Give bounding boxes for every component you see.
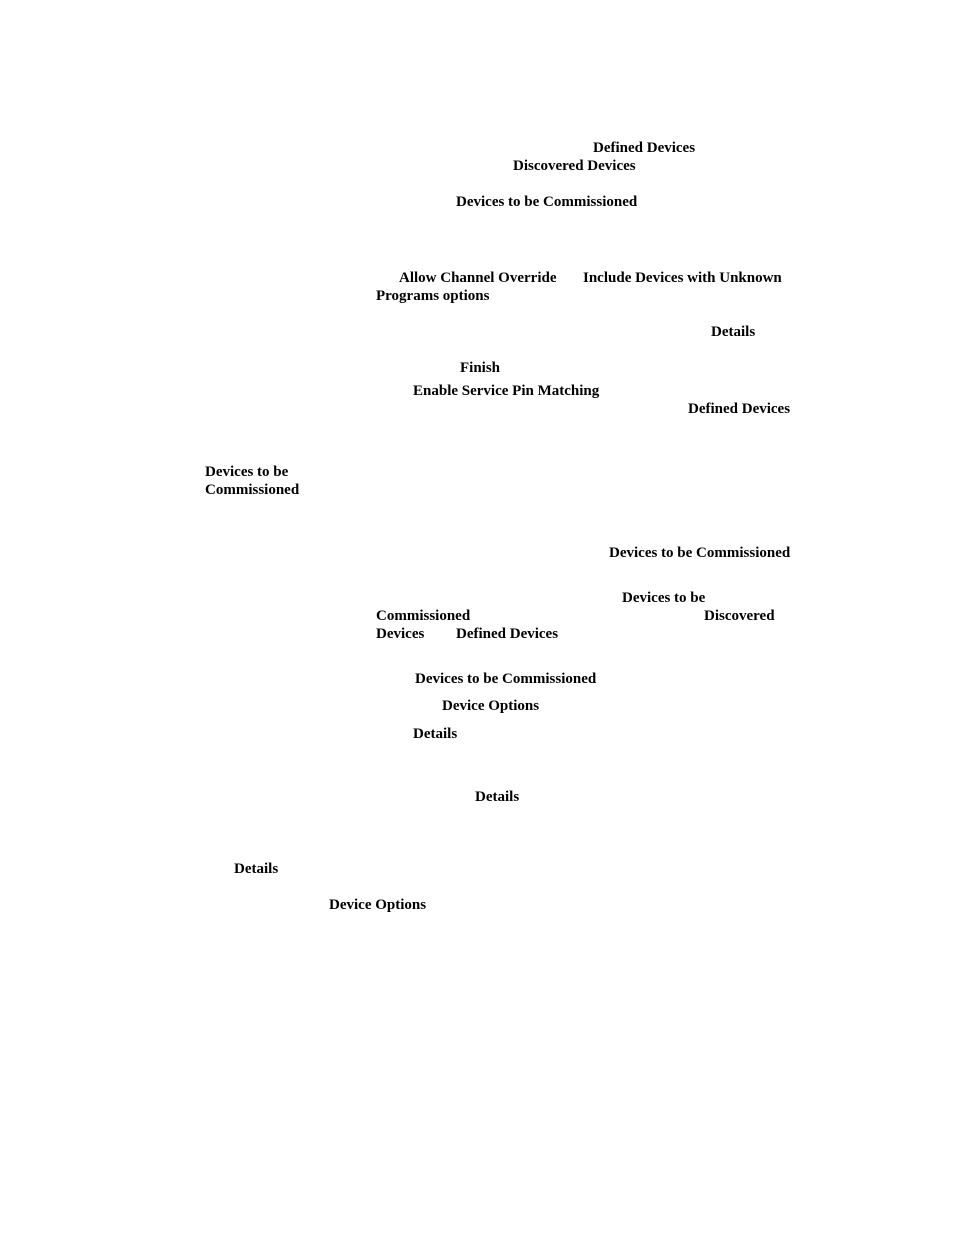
label-discovered: Discovered <box>704 608 775 624</box>
label-details: Details <box>711 324 756 340</box>
label-devices-to-be-commissioned: Devices to be Commissioned <box>609 545 791 561</box>
label-devices: Devices <box>376 626 425 642</box>
label-devices-to-be: Devices to be <box>205 464 289 480</box>
label-details: Details <box>234 861 279 877</box>
label-discovered-devices: Discovered Devices <box>513 158 636 174</box>
label-details: Details <box>475 789 520 805</box>
label-device-options: Device Options <box>442 698 540 714</box>
label-defined-devices: Defined Devices <box>456 626 559 642</box>
label-finish: Finish <box>460 360 501 376</box>
label-defined-devices: Defined Devices <box>688 401 791 417</box>
label-device-options: Device Options <box>329 897 427 913</box>
label-defined-devices: Defined Devices <box>593 140 696 156</box>
label-include-devices-with-unknown: Include Devices with Unknown <box>583 270 782 286</box>
label-enable-service-pin-matching: Enable Service Pin Matching <box>413 383 600 399</box>
label-details: Details <box>413 726 458 742</box>
label-devices-to-be: Devices to be <box>622 590 706 606</box>
label-programs-options: Programs options <box>376 288 490 304</box>
label-devices-to-be-commissioned: Devices to be Commissioned <box>456 194 638 210</box>
label-allow-channel-override: Allow Channel Override <box>399 270 557 286</box>
label-commissioned: Commissioned <box>205 482 300 498</box>
label-commissioned: Commissioned <box>376 608 471 624</box>
label-devices-to-be-commissioned: Devices to be Commissioned <box>415 671 597 687</box>
